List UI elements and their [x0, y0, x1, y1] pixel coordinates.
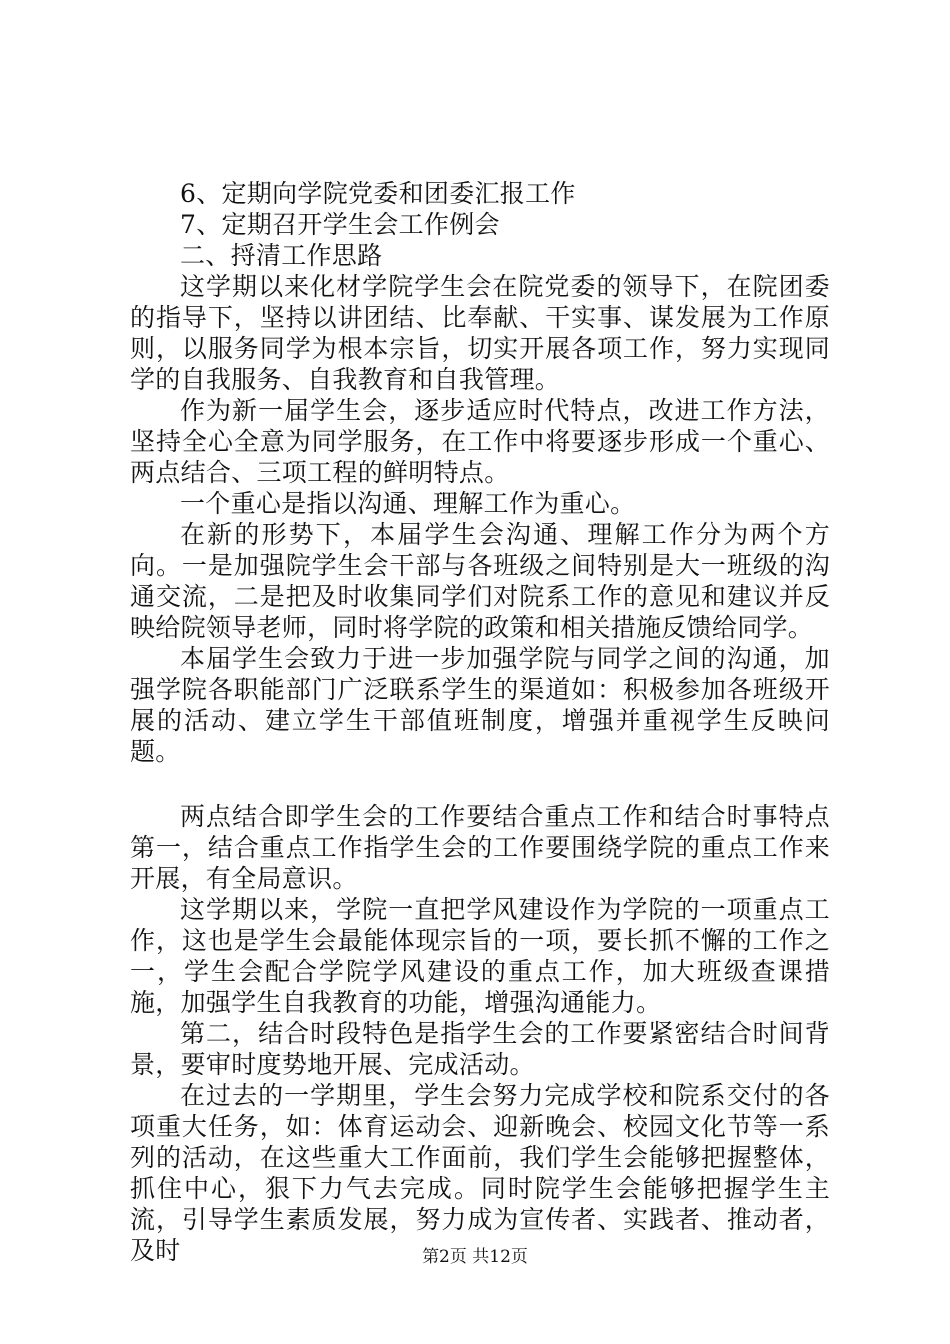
paragraph-two-directions: 在新的形势下，本届学生会沟通、理解工作分为两个方向。一是加强院学生会干部与各班级之间特别是大一班级的沟通交流，二是把及时收集同学们对院系工作的意见和建议并反映给院领导老师，同时将学院的政策和相关措施反馈给同学。 — [130, 520, 830, 642]
page-number-footer: 第2页 共12页 — [422, 1247, 528, 1267]
document-body — [130, 178, 830, 1266]
paragraph-item-7: 7、定期召开学生会工作例会 — [180, 210, 500, 239]
section-heading-2: 二、捋清工作思路 — [180, 241, 383, 270]
paragraph-second-combination: 第二，结合时段特色是指学生会的工作要紧密结合时间背景，要审时度势地开展、完成活动。 — [130, 1019, 830, 1079]
paragraph-one-focus: 一个重心是指以沟通、理解工作为重心。 — [180, 489, 636, 518]
paragraph-communication: 本届学生会致力于进一步加强学院与同学之间的沟通，加强学院各职能部门广泛联系学生的渠道如：积极参加各班级开展的活动、建立学生干部值班制度，增强并重视学生反映问题。 — [130, 644, 830, 766]
paragraph-study-style: 这学期以来，学院一直把学风建设作为学院的一项重点工作，这也是学生会最能体现宗旨的一项，要长抓不懈的工作之一，学生会配合学院学风建设的重点工作，加大班级查课措施，加强学生自我教育的功能，增强沟通能力。 — [130, 895, 830, 1017]
paragraph-two-combinations: 两点结合即学生会的工作要结合重点工作和结合时事特点第一，结合重点工作指学生会的工作要围绕学院的重点工作来开展，有全局意识。 — [130, 802, 830, 893]
paragraph-new-council: 作为新一届学生会，逐步适应时代特点，改进工作方法，坚持全心全意为同学服务，在工作中将要逐步形成一个重心、两点结合、三项工程的鲜明特点。 — [130, 396, 830, 487]
paragraph-intro: 这学期以来化材学院学生会在院党委的领导下，在院团委的指导下，坚持以讲团结、比奉献、干实事、谋发展为工作原则，以服务同学为根本宗旨，切实开展各项工作，努力实现同学的自我服务、自我教育和自我管理。 — [130, 272, 830, 394]
paragraph-item-6: 6、定期向学院党委和团委汇报工作 — [180, 179, 576, 208]
paragraph-past-semester: 在过去的一学期里，学生会努力完成学校和院系交付的各项重大任务，如：体育运动会、迎新晚会、校园文化节等一系列的活动，在这些重大工作面前，我们学生会能够把握整体，抓住中心，狠下力气去完成。同时院学生会能够把握学生主流，引导学生素质发展，努力成为宣传者、实践者、推动者，及时 — [130, 1081, 830, 1265]
